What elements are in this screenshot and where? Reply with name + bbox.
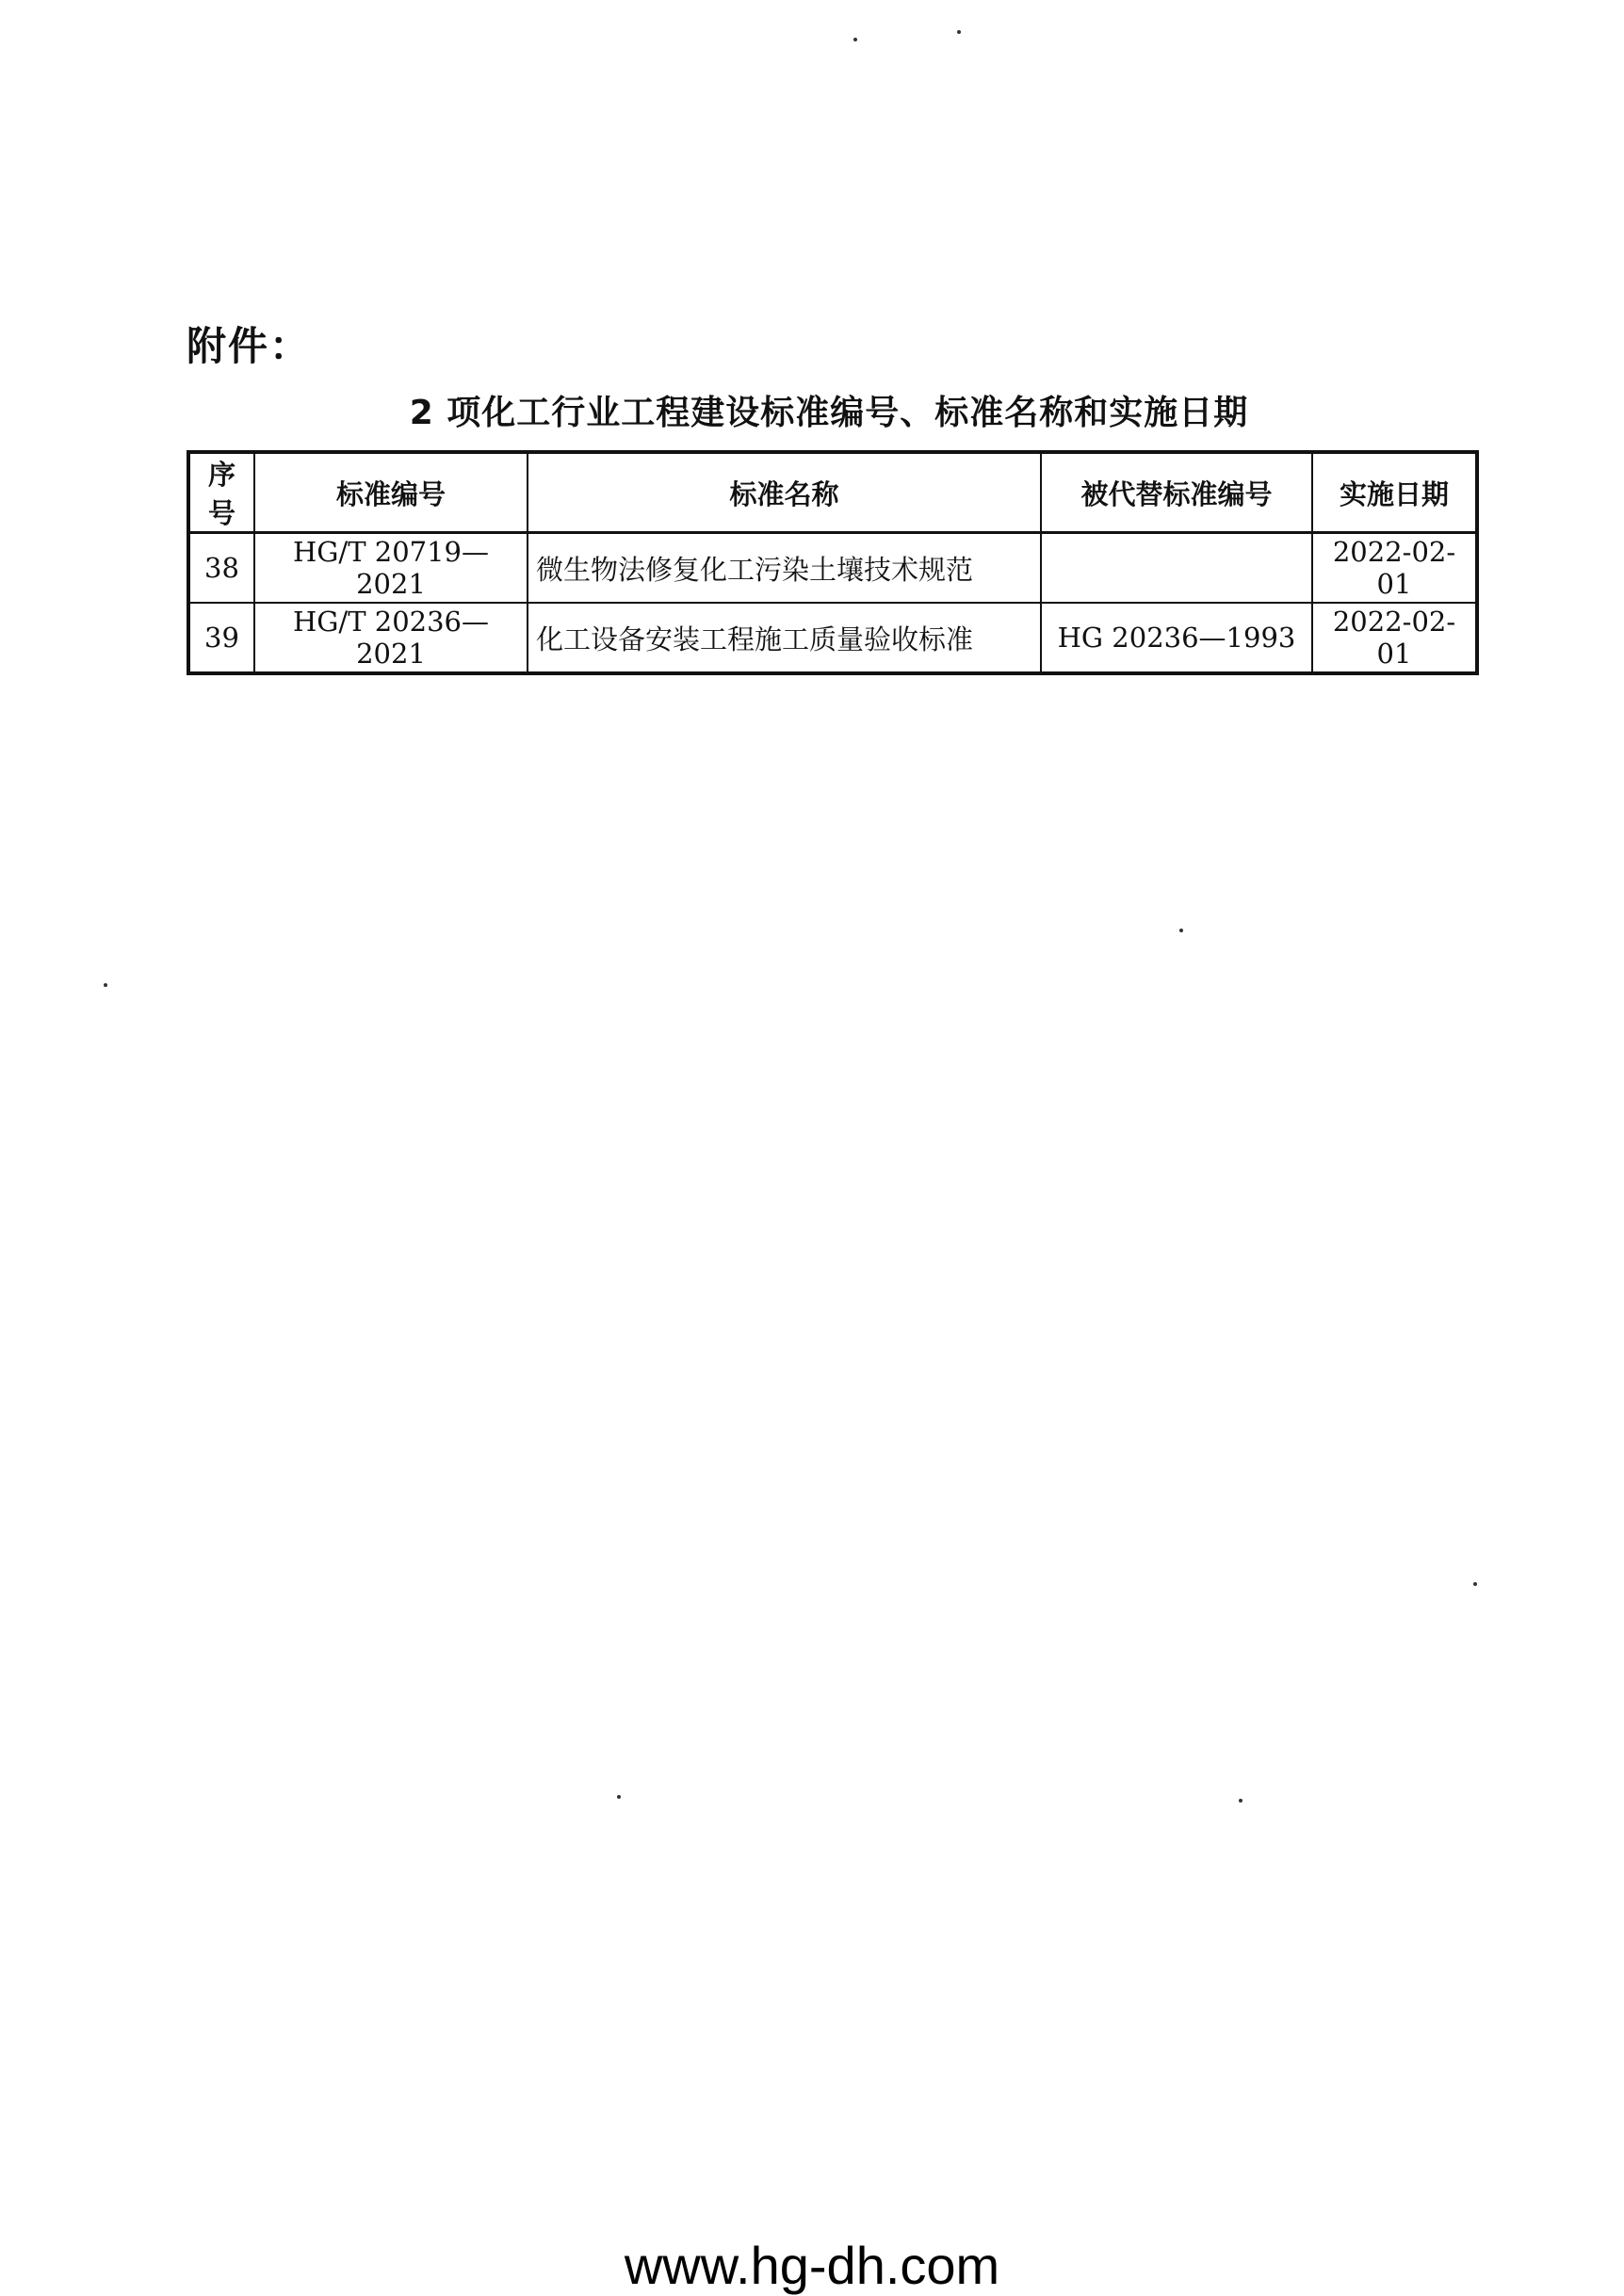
row-replaced: [1041, 533, 1312, 604]
row-date: 2022-02-01: [1312, 603, 1477, 673]
scan-speck: [1473, 1582, 1477, 1586]
scan-speck: [853, 38, 857, 41]
row-name: 微生物法修复化工污染土壤技术规范: [528, 533, 1041, 604]
footer-url: www.hg-dh.com: [624, 2236, 1000, 2295]
header-date: 实施日期: [1312, 452, 1477, 533]
header-replaced: 被代替标准编号: [1041, 452, 1312, 533]
scan-speck: [1179, 929, 1183, 932]
header-name: 标准名称: [528, 452, 1041, 533]
row-num: 39: [188, 603, 254, 673]
attachment-label: 附件：: [187, 323, 312, 369]
table-header-row: [188, 452, 1477, 533]
row-replaced: HG 20236—1993: [1041, 603, 1312, 673]
row-code: HG/T 20719—2021: [254, 533, 528, 604]
table-row: [188, 603, 1477, 673]
page-title: 2 项化工行业工程建设标准编号、标准名称和实施日期: [409, 394, 1249, 432]
scan-speck: [1239, 1799, 1242, 1803]
scan-speck: [104, 983, 107, 987]
row-date: 2022-02-01: [1312, 533, 1477, 604]
row-num: 38: [188, 533, 254, 604]
table-row: [188, 533, 1477, 604]
scan-speck: [957, 30, 961, 34]
standards-table: [187, 450, 1479, 675]
row-code: HG/T 20236—2021: [254, 603, 528, 673]
header-num: 序号: [188, 452, 254, 533]
row-name: 化工设备安装工程施工质量验收标准: [528, 603, 1041, 673]
scan-speck: [617, 1795, 621, 1799]
header-code: 标准编号: [254, 452, 528, 533]
